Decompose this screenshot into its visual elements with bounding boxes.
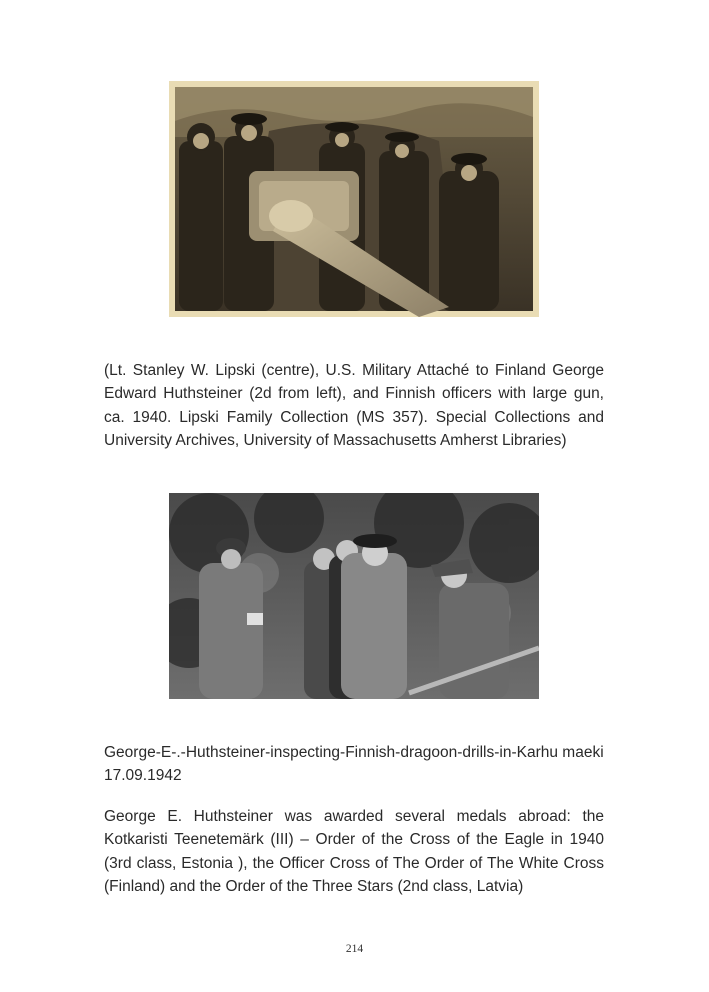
photo-caption: (Lt. Stanley W. Lipski (centre), U.S. Military Attaché to Finland George Edward Huthsteiner (2d from left), and Finnish officers with large gun, ca. 1940. Lipski Family Collection (MS 357). Special Collections and University Archives, University of Massachusetts Amherst Libraries) [104, 362, 604, 449]
photo-officers-with-large-gun-icon [169, 81, 539, 317]
photo-dragoon-drills [169, 493, 539, 699]
body-paragraph: George E. Huthsteiner was awarded several medals abroad: the Kotkaristi Teenetemärk (III) – Order of the Cross of the Eagle in 1940 (3rd class, Estonia ), the Officer Cross of The Order of The White Cross (Finland) and the Order of the Three Stars (2nd class, Latvia) [104, 808, 604, 895]
photo-caption-2: George-E-.-Huthsteiner-inspecting-Finnish-dragoon-drills-in-Karhu maeki 17.09.1942 [104, 744, 604, 785]
photo-inspecting-dragoon-drills-icon [169, 493, 539, 699]
photo-officers-with-gun [169, 81, 539, 317]
page-number: 214 [345, 943, 364, 955]
